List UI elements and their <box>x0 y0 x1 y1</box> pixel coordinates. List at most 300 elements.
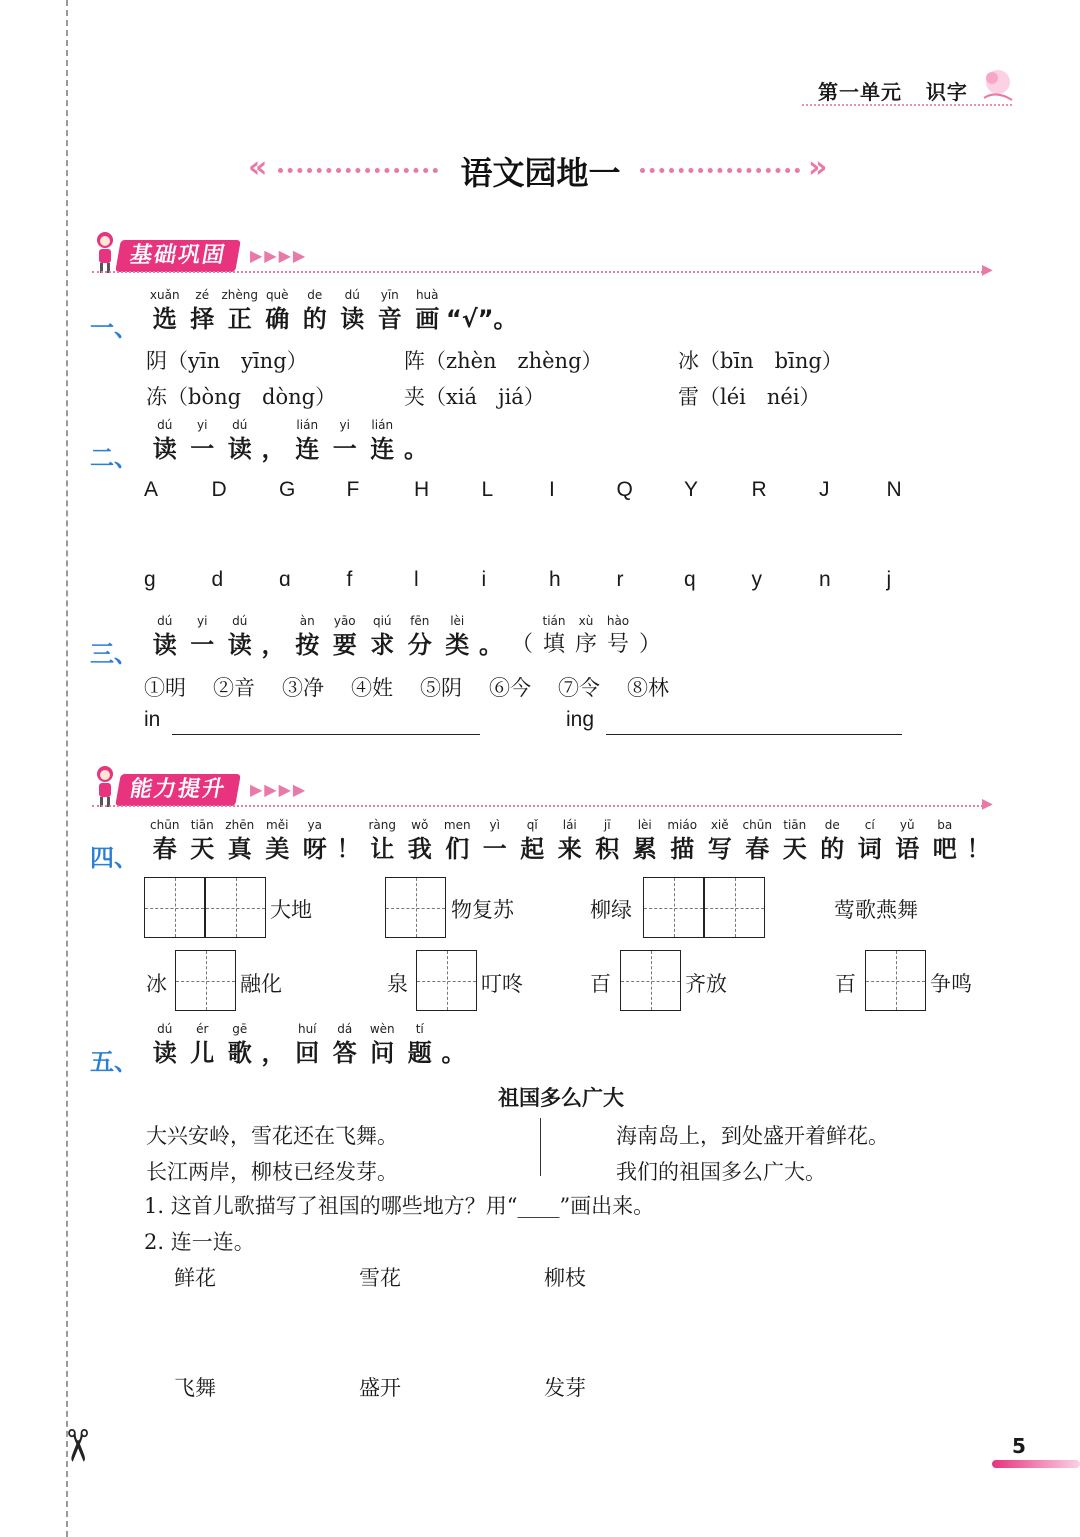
pinyin <box>648 614 652 628</box>
writing-box[interactable] <box>205 877 266 938</box>
hanzi: 。 <box>441 1039 466 1067</box>
title-char <box>364 418 402 466</box>
character-item: ⑥今 <box>489 676 531 700</box>
title-char <box>184 818 222 866</box>
hanzi: 词 <box>857 835 882 863</box>
letter[interactable]: i <box>481 568 487 591</box>
hanzi: 美 <box>265 835 290 863</box>
hanzi: 答 <box>332 1039 357 1067</box>
page-number: 5 <box>1012 1434 1026 1458</box>
hanzi: 题 <box>407 1039 432 1067</box>
question-title <box>146 418 431 466</box>
pinyin: dá <box>337 1022 353 1036</box>
pinyin <box>272 614 276 628</box>
title-char <box>776 818 814 866</box>
question-title <box>146 288 518 336</box>
rule-arrow-icon: ▶ <box>982 796 993 812</box>
ing-answer-line[interactable] <box>606 734 902 735</box>
hanzi: 画 <box>415 305 440 333</box>
hanzi: 天 <box>782 835 807 863</box>
pinyin: dú <box>157 614 173 628</box>
hanzi: 天 <box>190 835 215 863</box>
title-char <box>889 818 927 866</box>
word-suffix: 融化 <box>240 972 282 996</box>
title-char <box>964 818 994 866</box>
hanzi: 类 <box>445 631 470 659</box>
hanzi: 们 <box>445 835 470 863</box>
title-char <box>146 818 184 866</box>
ing-label: ing <box>566 708 595 731</box>
writing-box[interactable] <box>865 950 926 1011</box>
pinyin: yi <box>197 614 208 628</box>
letter[interactable]: q <box>684 568 696 591</box>
letter[interactable]: l <box>414 568 419 591</box>
title-char <box>602 614 634 662</box>
title-char <box>259 1022 289 1070</box>
hanzi: 写 <box>707 835 732 863</box>
question-title <box>146 818 994 866</box>
pinyin <box>272 1022 276 1036</box>
hanzi: 儿 <box>190 1039 215 1067</box>
poem-left <box>146 1118 398 1190</box>
title-char <box>326 418 364 466</box>
pinyin: dú <box>232 614 248 628</box>
title-char <box>409 288 447 336</box>
word-prefix: 柳绿 <box>590 898 632 922</box>
hanzi: 填 <box>542 632 565 657</box>
title-char <box>259 614 289 662</box>
hanzi: 一 <box>190 631 215 659</box>
word-prefix: 百 <box>590 972 611 996</box>
title-char <box>814 818 852 866</box>
hanzi: ， <box>261 631 286 659</box>
hanzi: 累 <box>632 835 657 863</box>
title-char <box>439 818 477 866</box>
letter[interactable]: H <box>414 478 430 501</box>
title-char <box>259 418 289 466</box>
title-char <box>184 614 222 662</box>
subquestion-1: 1. 这首儿歌描写了祖国的哪些地方？用“____”画出来。 <box>144 1194 655 1218</box>
hanzi: 连 <box>295 435 320 463</box>
letter[interactable]: g <box>144 568 156 591</box>
reading-option[interactable]: 冻（bòng dòng） <box>146 385 337 409</box>
hanzi: 真 <box>227 835 252 863</box>
writing-box[interactable] <box>643 877 704 938</box>
hanzi: 确 <box>265 305 290 333</box>
hanzi: ， <box>261 1039 286 1067</box>
hanzi: 读 <box>152 631 177 659</box>
pinyin: zé <box>195 288 210 302</box>
title-char <box>401 1022 439 1070</box>
uppercase-letters <box>144 478 924 508</box>
double-chevron-right-icon: » <box>808 150 828 185</box>
title-char <box>589 818 627 866</box>
title-char <box>439 614 477 662</box>
hanzi: 吧 <box>932 835 957 863</box>
hanzi: 语 <box>895 835 920 863</box>
hanzi: 呀 <box>302 835 327 863</box>
hanzi: 序 <box>574 632 597 657</box>
title-char <box>364 614 402 662</box>
hanzi: 让 <box>370 835 395 863</box>
pinyin: xuǎn <box>149 288 180 302</box>
title-char <box>221 288 259 336</box>
question-number: 五、 <box>90 1048 138 1076</box>
title-char <box>184 418 222 466</box>
pinyin: chūn <box>150 818 180 832</box>
letter[interactable]: f <box>346 568 353 591</box>
pinyin: de <box>824 818 840 832</box>
hanzi: 正 <box>227 305 252 333</box>
arrows-icon: ▶▶▶▶ <box>250 246 308 265</box>
letter[interactable]: D <box>211 478 227 501</box>
pinyin <box>347 818 351 832</box>
word-suffix: 叮咚 <box>481 972 523 996</box>
pinyin: dú <box>232 418 248 432</box>
title-char <box>146 418 184 466</box>
title-char <box>551 818 589 866</box>
character-item: ③净 <box>282 676 324 700</box>
word-suffix: 物复苏 <box>451 898 514 922</box>
title-char <box>364 818 402 866</box>
question-title <box>146 1022 469 1070</box>
hanzi: 描 <box>670 835 695 863</box>
scissors-icon: ✂ <box>50 1427 102 1464</box>
word-suffix: 齐放 <box>685 972 727 996</box>
pinyin <box>452 1022 456 1036</box>
hanzi: ！ <box>966 835 991 863</box>
hanzi: 读 <box>152 435 177 463</box>
arrows-icon: ▶▶▶▶ <box>250 780 308 799</box>
section-label-advanced: 能力提升 <box>115 774 241 806</box>
match-item-top[interactable]: 雪花 <box>359 1266 401 1290</box>
title-char <box>701 818 739 866</box>
character-item: ②音 <box>213 676 255 700</box>
letter[interactable]: r <box>616 568 624 591</box>
title-char <box>146 1022 184 1070</box>
section-rule <box>92 805 987 807</box>
pinyin: xù <box>578 614 594 628</box>
title-char <box>326 614 364 662</box>
title-char <box>514 818 552 866</box>
pinyin: měi <box>266 818 289 832</box>
title-char <box>926 818 964 866</box>
word-suffix: 争鸣 <box>930 972 972 996</box>
title-dots-right <box>640 168 800 173</box>
writing-box[interactable] <box>175 950 236 1011</box>
title-row <box>248 148 833 192</box>
letter[interactable]: R <box>751 478 767 501</box>
hanzi: 春 <box>745 835 770 863</box>
title-char <box>664 818 702 866</box>
reading-option[interactable]: 雷（léi néi） <box>678 385 821 409</box>
pinyin: zhēn <box>225 818 255 832</box>
title-char <box>570 614 602 662</box>
pinyin: tián <box>542 614 566 628</box>
hanzi: （ <box>510 632 533 657</box>
pinyin: dú <box>157 418 173 432</box>
hanzi: 读 <box>227 435 252 463</box>
unit-header <box>818 76 968 105</box>
pinyin: wǒ <box>411 818 429 832</box>
hanzi: 择 <box>190 305 215 333</box>
hanzi: ， <box>261 435 286 463</box>
title-char <box>476 818 514 866</box>
word-phrase: 莺歌燕舞 <box>834 898 918 922</box>
title-char <box>289 418 327 466</box>
title-char <box>259 288 297 336</box>
pinyin: chūn <box>742 818 772 832</box>
title-char <box>334 288 372 336</box>
hanzi: 我 <box>407 835 432 863</box>
reading-option[interactable]: 夹（xiá jiá） <box>404 385 545 409</box>
pinyin: miáo <box>667 818 698 832</box>
poem-title: 祖国多么广大 <box>498 1086 624 1110</box>
character-item: ⑦令 <box>558 676 600 700</box>
hanzi: 的 <box>820 835 845 863</box>
match-item-bottom[interactable]: 飞舞 <box>174 1376 216 1400</box>
writing-box[interactable] <box>385 877 446 938</box>
title-char <box>146 614 184 662</box>
title-char <box>326 1022 364 1070</box>
pinyin: cí <box>864 818 875 832</box>
pinyin <box>272 418 276 432</box>
pinyin: lián <box>371 418 394 432</box>
writing-box[interactable] <box>704 877 765 938</box>
writing-box[interactable] <box>620 950 681 1011</box>
question-number: 四、 <box>90 844 138 872</box>
question-number: 三、 <box>90 640 138 668</box>
pinyin: qǐ <box>526 818 538 832</box>
match-item-bottom[interactable]: 发芽 <box>544 1376 586 1400</box>
reading-option[interactable]: 阵（zhèn zhèng） <box>404 349 603 373</box>
character-item: ⑧林 <box>627 676 669 700</box>
letter[interactable]: j <box>886 568 892 591</box>
reading-option[interactable]: 冰（bīn bīng） <box>678 349 843 373</box>
hanzi: 按 <box>295 631 320 659</box>
hanzi: 要 <box>332 631 357 659</box>
hanzi: 读 <box>227 631 252 659</box>
word-prefix: 冰 <box>146 972 167 996</box>
title-char <box>221 418 259 466</box>
letter[interactable]: y <box>751 568 762 591</box>
question-number: 一、 <box>90 314 138 342</box>
pinyin: yīn <box>380 288 399 302</box>
letter[interactable]: G <box>279 478 296 501</box>
pinyin <box>414 418 418 432</box>
title-char <box>289 614 327 662</box>
pinyin: yi <box>197 418 208 432</box>
hanzi: 回 <box>295 1039 320 1067</box>
pinyin: què <box>265 288 289 302</box>
rule-arrow-icon: ▶ <box>982 262 993 278</box>
pinyin: ba <box>937 818 953 832</box>
letter[interactable]: F <box>346 478 360 501</box>
pinyin: huà <box>415 288 439 302</box>
pinyin: tiān <box>190 818 214 832</box>
title-char <box>184 1022 222 1070</box>
letter[interactable]: ɑ <box>279 568 291 591</box>
page-title: 语文园地一 <box>460 154 621 192</box>
word-prefix: 百 <box>835 972 856 996</box>
hanzi: 起 <box>520 835 545 863</box>
hanzi: 歌 <box>227 1039 252 1067</box>
title-dots-left <box>278 168 438 173</box>
letter[interactable]: Q <box>616 478 633 501</box>
letter[interactable]: A <box>144 478 159 501</box>
pinyin: de <box>307 288 323 302</box>
section-banner-basic <box>92 240 308 274</box>
hanzi: 。 <box>404 435 428 463</box>
section-banner-advanced <box>92 774 308 808</box>
pinyin: lián <box>296 418 319 432</box>
hanzi: 一 <box>482 835 507 863</box>
unit-label: 第一单元 <box>818 80 902 104</box>
poem-divider <box>540 1118 541 1176</box>
title-char <box>334 818 364 866</box>
title-char <box>851 818 889 866</box>
title-char <box>634 614 666 662</box>
pinyin: lèi <box>450 614 465 628</box>
title-char <box>221 1022 259 1070</box>
pinyin: wèn <box>369 1022 395 1036</box>
hanzi: 一 <box>332 435 357 463</box>
pinyin: men <box>443 818 471 832</box>
title-char <box>538 614 570 662</box>
section-label: 识字 <box>925 80 968 104</box>
pinyin: jī <box>603 818 611 832</box>
lowercase-letters <box>144 568 924 598</box>
hanzi: 积 <box>595 835 620 863</box>
title-char <box>739 818 777 866</box>
title-char <box>626 818 664 866</box>
hanzi: 。 <box>479 631 503 659</box>
poem-line: 海南岛上，到处盛开着鲜花。 <box>616 1124 889 1148</box>
hanzi: 连 <box>370 435 395 463</box>
writing-box[interactable] <box>144 877 205 938</box>
hanzi: 读 <box>340 305 365 333</box>
pinyin: huí <box>297 1022 317 1036</box>
poem-line: 大兴安岭，雪花还在飞舞。 <box>146 1124 398 1148</box>
letter[interactable]: J <box>819 478 830 501</box>
girl-icon <box>92 764 118 810</box>
hanzi: 求 <box>370 631 395 659</box>
match-item-bottom[interactable]: 盛开 <box>359 1376 401 1400</box>
letter[interactable]: N <box>886 478 902 501</box>
hanzi: 春 <box>152 835 177 863</box>
title-char <box>259 818 297 866</box>
hanzi: 分 <box>407 631 432 659</box>
title-char <box>221 818 259 866</box>
title-char <box>289 1022 327 1070</box>
pinyin <box>489 614 493 628</box>
match-item-top[interactable]: 柳枝 <box>544 1266 586 1290</box>
character-item: ⑤阴 <box>420 676 462 700</box>
title-char <box>401 614 439 662</box>
letter[interactable]: I <box>549 478 555 501</box>
in-label: in <box>144 708 161 731</box>
hanzi: 来 <box>557 835 582 863</box>
letter[interactable]: L <box>481 478 494 501</box>
character-item: ④姓 <box>351 676 393 700</box>
word-suffix: 大地 <box>270 898 312 922</box>
pinyin: gē <box>232 1022 248 1036</box>
page-number-bar <box>992 1460 1080 1468</box>
hanzi: 的 <box>302 305 327 333</box>
pinyin: dú <box>344 288 360 302</box>
title-char <box>401 818 439 866</box>
pinyin: xiě <box>710 818 729 832</box>
pinyin: lèi <box>637 818 652 832</box>
flower-icon <box>976 64 1018 106</box>
match-item-top[interactable]: 鲜花 <box>174 1266 216 1290</box>
pinyin: lái <box>562 818 577 832</box>
pinyin <box>520 614 524 628</box>
word-prefix: 泉 <box>387 972 408 996</box>
title-char <box>146 288 184 336</box>
pinyin: qiú <box>372 614 392 628</box>
pinyin: yì <box>489 818 500 832</box>
pinyin: fēn <box>410 614 430 628</box>
letter[interactable]: d <box>211 568 224 591</box>
character-item: ①明 <box>144 676 186 700</box>
pinyin <box>977 818 981 832</box>
pinyin: ràng <box>368 818 396 832</box>
letter[interactable]: n <box>819 568 831 591</box>
title-char <box>296 288 334 336</box>
title-char <box>221 614 259 662</box>
letter[interactable]: h <box>549 568 561 591</box>
pinyin: ér <box>196 1022 209 1036</box>
title-char <box>296 818 334 866</box>
hanzi: 音 <box>377 305 402 333</box>
poem-line: 长江两岸，柳枝已经发芽。 <box>146 1160 398 1184</box>
title-char <box>184 288 222 336</box>
pinyin: ya <box>307 818 322 832</box>
writing-box[interactable] <box>416 950 477 1011</box>
subquestion-2: 2. 连一连。 <box>144 1230 255 1254</box>
letter[interactable]: Y <box>684 478 699 501</box>
title-char <box>439 1022 469 1070</box>
poem-line: 我们的祖国多么广大。 <box>616 1160 826 1184</box>
title-char <box>364 1022 402 1070</box>
hanzi: 选 <box>152 305 177 333</box>
pinyin: yāo <box>333 614 356 628</box>
hanzi: 读 <box>152 1039 177 1067</box>
hanzi: ） <box>638 632 661 657</box>
title-char <box>476 614 506 662</box>
pinyin: dú <box>157 1022 173 1036</box>
in-answer-line[interactable] <box>172 734 480 735</box>
hanzi: 一 <box>190 435 215 463</box>
question-title <box>146 614 666 662</box>
section-rule <box>92 271 987 273</box>
pinyin: hào <box>606 614 630 628</box>
pinyin: yǔ <box>899 818 915 832</box>
title-char <box>371 288 409 336</box>
reading-option[interactable]: 阴（yīn yīng） <box>146 349 308 373</box>
double-chevron-left-icon: « <box>248 150 268 185</box>
poem-right <box>616 1118 889 1190</box>
pinyin: yi <box>339 418 350 432</box>
pinyin: zhèng <box>221 288 258 302</box>
question-number: 二、 <box>90 444 138 472</box>
pinyin: àn <box>299 614 315 628</box>
title-char <box>401 418 431 466</box>
pinyin: tiān <box>783 818 807 832</box>
pinyin: tí <box>415 1022 424 1036</box>
title-tail: “√”。 <box>446 305 518 333</box>
